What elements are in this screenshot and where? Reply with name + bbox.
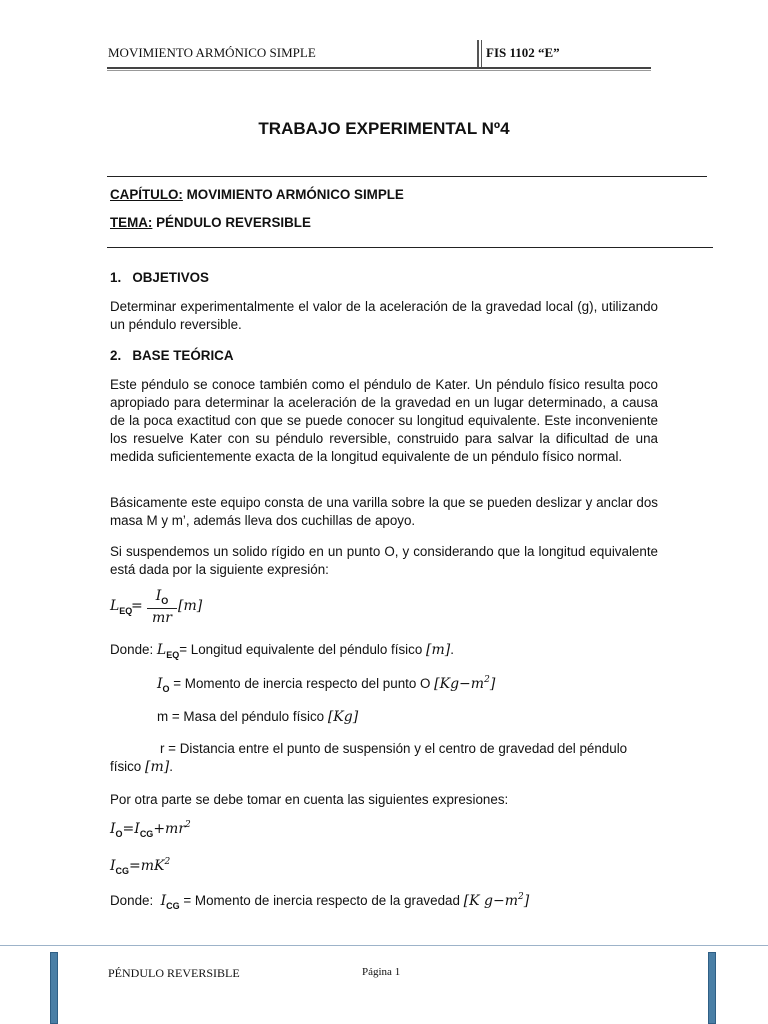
footer-rule xyxy=(0,945,768,946)
topic-text: PÉNDULO REVERSIBLE xyxy=(152,215,311,230)
footer-bar-right xyxy=(708,952,716,1024)
section2-para2: Básicamente este equipo consta de una varilla sobre la que se pueden deslizar y anclar dos masa M y m’, además lleva dos cuchillas de apoyo. xyxy=(110,495,658,528)
topic-line xyxy=(110,214,658,232)
section2-para1: Este péndulo se conoce también como el péndulo de Kater. Un péndulo físico resulta poco apropiado para determinar la aceleración de la gravedad en un lugar determinado, a causa de la poca exactitud con que se puede conocer su longitud equivalente. Este inconveniente los resuelve Kater con su péndulo reversible, construido para salvar la dificultad de una medida suficientemente exacta de la longitud equivalente de un péndulo físico normal. xyxy=(110,377,658,464)
chapter-label: CAPÍTULO: xyxy=(110,187,183,202)
topic-label: TEMA: xyxy=(110,215,153,230)
header-divider-thin xyxy=(481,40,482,69)
formula1-denominator: mr xyxy=(152,610,172,626)
formula1-lhs: $L_{EQ}$ xyxy=(110,598,133,616)
formula1-equals: = xyxy=(131,598,143,614)
section1-body: Determinar experimentalmente el valor de la aceleración de la gravedad local (g), utilizando un péndulo reversible. xyxy=(110,299,658,332)
formula1-numerator: $I_O$ xyxy=(155,588,169,606)
formula1-unit: [m] xyxy=(178,598,203,614)
definition-icg: Donde: $I_{CG}$ = Momento de inercia respecto de la gravedad [K $g-m^2$] xyxy=(110,892,530,911)
definition-radius-line2: físico [m]. xyxy=(110,759,173,775)
formula-icg: $I_{CG}=mK^2$ xyxy=(110,857,171,876)
header-course-title: MOVIMIENTO ARMÓNICO SIMPLE xyxy=(108,45,316,60)
formula-steiner: $I_O=I_{CG}+mr^2$ xyxy=(110,820,191,839)
header-divider xyxy=(477,40,479,69)
formula1-fraction-bar xyxy=(147,608,177,609)
header-course-code: FIS 1102 “E” xyxy=(486,45,560,60)
topic-rule xyxy=(107,247,713,248)
section2-para3: Si suspendemos un solido rígido en un punto O, y considerando que la longitud equivalente está dada por la siguiente expresión: xyxy=(110,544,658,577)
section2-heading: 2. BASE TEÓRICA xyxy=(110,348,234,363)
definition-mass: m = Masa del péndulo físico [Kg] xyxy=(157,709,359,725)
chapter-text: MOVIMIENTO ARMÓNICO SIMPLE xyxy=(182,187,404,202)
definition-io: $I_O$ = Momento de inercia respecto del punto O $[Kg-m^2]$ xyxy=(157,675,496,694)
document-title: TRABAJO EXPERIMENTAL Nº4 xyxy=(258,119,510,138)
footer-page-number: Página 1 xyxy=(362,966,401,978)
definition-leq: Donde: $L_{EQ}=$ Longitud equivalente del péndulo físico [m]. xyxy=(110,642,454,660)
header-rule xyxy=(107,67,651,69)
title-rule xyxy=(107,176,707,177)
footer-bar-left xyxy=(50,952,58,1024)
footer-title: PÉNDULO REVERSIBLE xyxy=(108,966,240,980)
chapter-line xyxy=(110,186,658,204)
section1-heading: 1. OBJETIVOS xyxy=(110,270,209,285)
header-rule-shadow xyxy=(107,70,651,71)
section2-para4: Por otra parte se debe tomar en cuenta las siguientes expresiones: xyxy=(110,792,509,807)
definition-radius-line1: r = Distancia entre el punto de suspensión y el centro de gravedad del péndulo xyxy=(160,741,628,756)
